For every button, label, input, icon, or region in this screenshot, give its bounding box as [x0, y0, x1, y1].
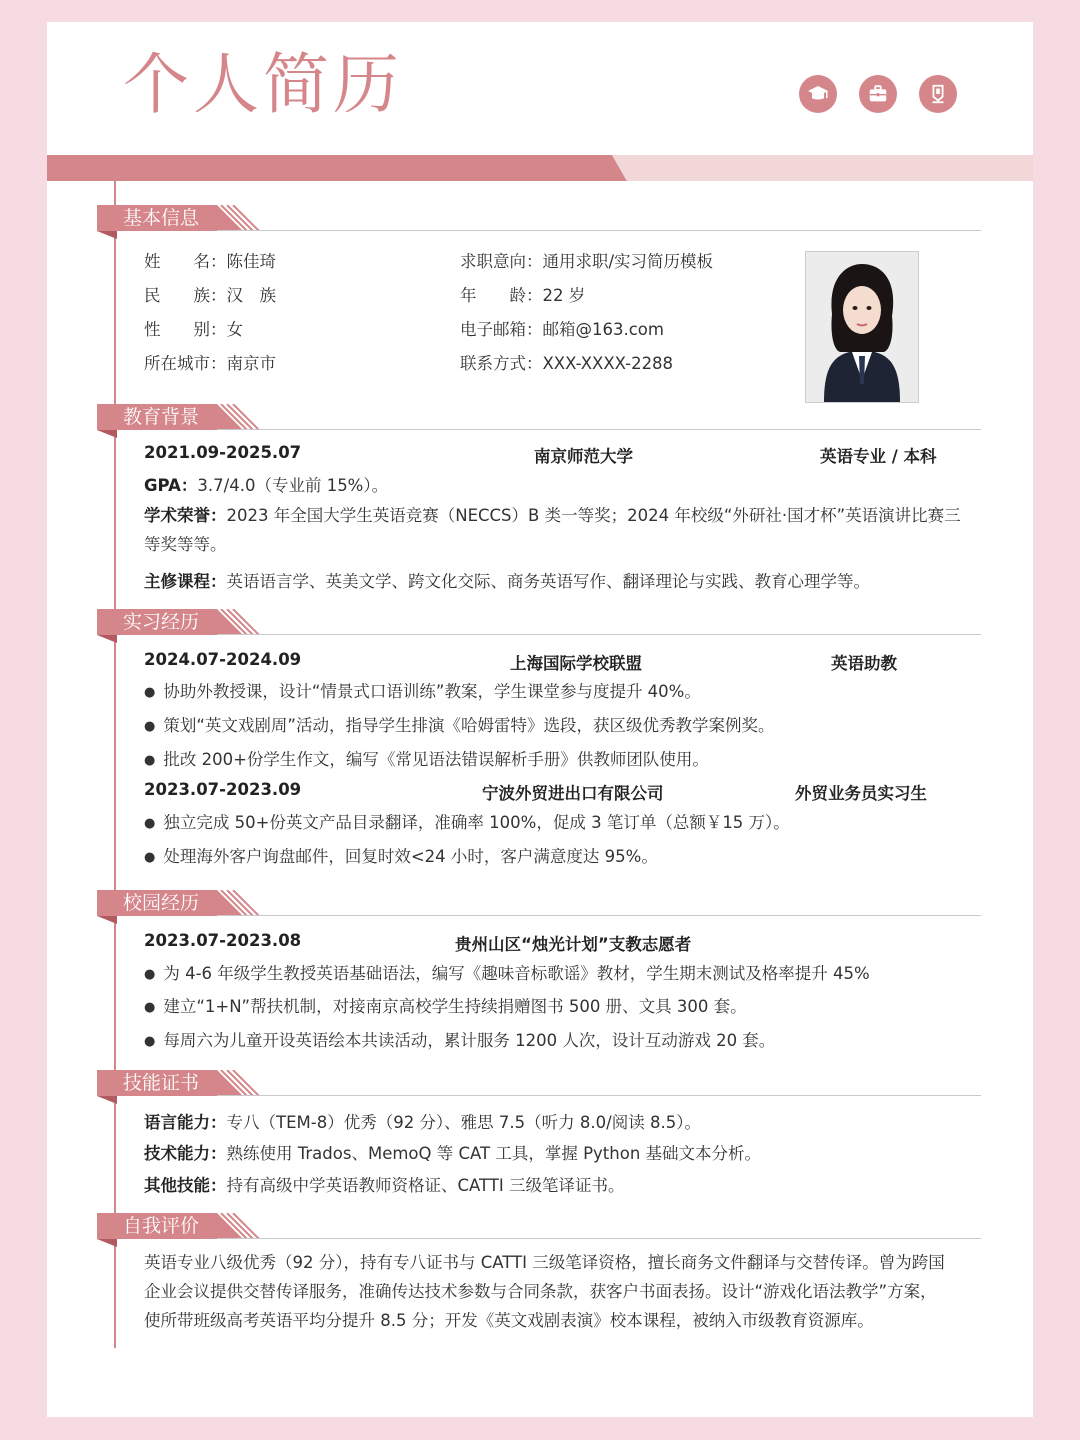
education-honor: [144, 501, 974, 559]
phone-row: [460, 350, 673, 374]
section-rule: [217, 1095, 981, 1096]
intent-value: 通用求职/实习简历模板: [542, 252, 714, 271]
skill-other: [144, 1172, 625, 1196]
nation-value: 汉 族: [226, 286, 276, 305]
intent-label: 求职意向：: [460, 252, 543, 271]
skill-label: 技术能力：: [144, 1144, 227, 1163]
self-eval-line: 英语专业八级优秀（92 分），持有专八证书与 CATTI 三级笔译资格，擅长商务文件翻译与交替传译。曾为跨国: [144, 1253, 945, 1272]
phone-label: 联系方式：: [460, 354, 543, 373]
section-rule: [217, 915, 981, 916]
phone-value: XXX-XXXX-2288: [542, 354, 674, 373]
honor-line-2: 等奖等等。: [144, 535, 227, 554]
section-basic-info: [97, 205, 981, 237]
internship-2-role: 外贸业务员实习生: [795, 784, 927, 803]
skill-text: 熟练使用 Trados、MemoQ 等 CAT 工具，掌握 Python 基础文本分析。: [226, 1144, 762, 1163]
section-self-eval: [97, 1213, 981, 1245]
section-rule: [217, 634, 981, 635]
section-title: 技能证书: [123, 1072, 200, 1094]
internship-2-org: 宁波外贸进出口有限公司: [482, 784, 664, 803]
skill-label: 其他技能：: [144, 1176, 227, 1195]
education-school: 南京师范大学: [534, 447, 633, 466]
internship-2-period: 2023.07-2023.09: [144, 780, 302, 799]
section-skills: [97, 1070, 981, 1102]
campus-bullet: ● 为 4-6 年级学生教授英语基础语法，编写《趣味音标歌谣》教材，学生期末测试及格率提升 45%: [144, 960, 870, 984]
header-banner: [47, 155, 1033, 181]
internship-1-bullet: ● 协助外教授课，设计“情景式口语训练”教案，学生课堂参与度提升 40%。: [144, 678, 701, 702]
resume-page: [47, 22, 1033, 1417]
name-label: 姓 名：: [144, 252, 227, 271]
internship-2-bullet: ● 处理海外客户询盘邮件，回复时效<24 小时，客户满意度达 95%。: [144, 843, 658, 867]
section-fold: [97, 231, 117, 239]
section-campus: [97, 890, 981, 922]
section-fold: [97, 430, 117, 438]
honor-line-1: 2023 年全国大学生英语竞赛（NECCS）B 类一等奖；2024 年校级“外研社·国才杯”英语演讲比赛三: [226, 506, 961, 525]
age-value: 22 岁: [542, 286, 586, 305]
internship-1-org: 上海国际学校联盟: [510, 654, 642, 673]
email-row: [460, 316, 664, 340]
graduation-cap-icon: [799, 75, 837, 113]
skill-text: 专八（TEM-8）优秀（92 分）、雅思 7.5（听力 8.0/阅读 8.5）。: [226, 1113, 701, 1132]
name-value: 陈佳琦: [226, 252, 276, 271]
section-fold: [97, 1239, 117, 1247]
city-value: 南京市: [226, 354, 276, 373]
campus-bullet: ● 每周六为儿童开设英语绘本共读活动，累计服务 1200 人次，设计互动游戏 20 套。: [144, 1027, 775, 1051]
education-major: 英语专业 / 本科: [820, 447, 937, 466]
timeline-line: [114, 180, 116, 1348]
briefcase-icon: [859, 75, 897, 113]
courses-value: 英语语言学、英美文学、跨文化交际、商务英语写作、翻译理论与实践、教育心理学等。: [226, 572, 870, 591]
nation-label: 民 族：: [144, 286, 227, 305]
gpa-label: GPA：: [144, 476, 198, 495]
section-education: [97, 404, 981, 436]
header-icons: [799, 75, 957, 113]
intent-row: [460, 248, 713, 272]
section-rule: [217, 429, 981, 430]
email-value: 邮箱@163.com: [542, 320, 664, 339]
section-fold: [97, 635, 117, 643]
name-row: [144, 248, 276, 272]
campus-org: 贵州山区“烛光计划”支教志愿者: [455, 935, 692, 954]
self-eval-line: 企业会议提供交替传译服务，准确传达技术参数与合同条款，获客户书面表扬。设计“游戏化语法教学”方案，: [144, 1282, 937, 1301]
section-rule: [217, 230, 981, 231]
courses-label: 主修课程：: [144, 572, 227, 591]
internship-1-bullet: ● 批改 200+份学生作文，编写《常见语法错误解析手册》供教师团队使用。: [144, 746, 709, 770]
city-label: 所在城市：: [144, 354, 227, 373]
email-label: 电子邮箱：: [460, 320, 543, 339]
age-label: 年 龄：: [460, 286, 543, 305]
section-rule: [217, 1238, 981, 1239]
section-fold: [97, 916, 117, 924]
section-title: 实习经历: [123, 611, 200, 633]
section-title: 教育背景: [123, 406, 200, 428]
education-period: 2021.09-2025.07: [144, 443, 302, 462]
badge-icon: [919, 75, 957, 113]
section-title: 基本信息: [123, 207, 200, 229]
section-title: 自我评价: [123, 1215, 200, 1237]
internship-1-role: 英语助教: [831, 654, 897, 673]
skill-text: 持有高级中学英语教师资格证、CATTI 三级笔译证书。: [226, 1176, 625, 1195]
campus-period: 2023.07-2023.08: [144, 931, 302, 950]
education-gpa: [144, 472, 388, 496]
section-fold: [97, 1096, 117, 1104]
age-row: [460, 282, 585, 306]
nation-row: [144, 282, 276, 306]
city-row: [144, 350, 276, 374]
skill-label: 语言能力：: [144, 1113, 227, 1132]
section-internship: [97, 609, 981, 641]
section-title: 校园经历: [123, 892, 200, 914]
internship-1-bullet: ● 策划“英文戏剧周”活动，指导学生排演《哈姆雷特》选段，获区级优秀教学案例奖。: [144, 712, 774, 736]
gpa-value: 3.7/4.0（专业前 15%）。: [197, 476, 389, 495]
self-evaluation: [144, 1248, 974, 1335]
education-courses: [144, 568, 870, 592]
gender-row: [144, 316, 243, 340]
self-eval-line: 使所带班级高考英语平均分提升 8.5 分；开发《英文戏剧表演》校本课程，被纳入市级教育资源库。: [144, 1311, 874, 1330]
page-title: 个人简历: [123, 46, 403, 123]
skill-language: [144, 1109, 701, 1133]
skill-technical: [144, 1140, 761, 1164]
internship-1-period: 2024.07-2024.09: [144, 650, 302, 669]
campus-bullet: ● 建立“1+N”帮扶机制，对接南京高校学生持续捐赠图书 500 册、文具 300 套。: [144, 993, 747, 1017]
profile-photo: [805, 251, 919, 403]
gender-value: 女: [226, 320, 243, 339]
honor-label: 学术荣誉：: [144, 506, 227, 525]
gender-label: 性 别：: [144, 320, 227, 339]
internship-2-bullet: ● 独立完成 50+份英文产品目录翻译，准确率 100%，促成 3 笔订单（总额￥15 万）。: [144, 809, 790, 833]
